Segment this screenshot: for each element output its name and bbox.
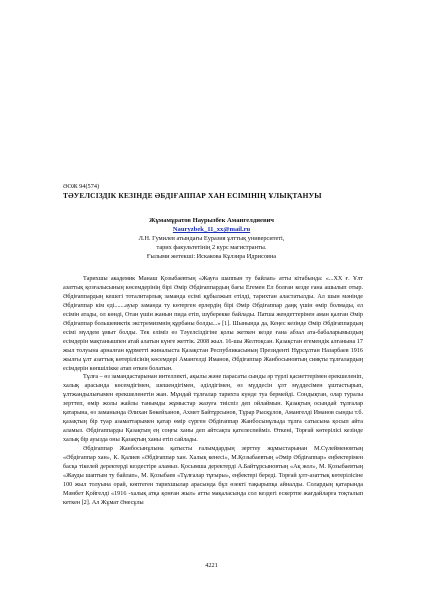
author-name: Жұмамұратов Наурызбек Амангелдиевич bbox=[148, 217, 275, 224]
scientific-supervisor: Ғылыми жетекші: Искакова Кұлзира Идрисовна bbox=[146, 253, 277, 260]
article-body bbox=[63, 275, 363, 508]
body-paragraph: Тұлға – өз замандастарынан интеллекті, ақылы және парасаты сынды әр түрлі қасиеттерімен ерекшеленіп, халық арасында көсемдігімен, шешендігімен, әділдігімен, өз мүддесін ұлт мүддесімен ұштастырып, ұлтжандылығымен ерекшеленетін жан. Мұндай тұлғалар тарихта күнде туа бермейді. Сондықтан, олар туралы зерттеп, өмір жолы жайлы танымды жұмыстар жазуға тиіспіз деп ойлаймын. Қазақтың осындай тұлғалар қатарына, өз заманында Әлихан Бөкейханов, Ахмет Байтұрсынов, Тұрар Рысқұлов, Амангелді Иманов сынды т.б. қазақтың бір туар азаматтарымен қатар өмір сүрген Әбдіғаппар Жанбосынұлыда тұлға сатысына қосып айта аламыз. Әбдіғаппарды Қазақтың ең соңғы ханы деп айтсақта қателеспейміз. Өткені, Торғай көтерілісі кезінде халық бір ауызда оны Қазақтың ханы етіп сайлады. bbox=[63, 374, 363, 444]
page-number: 4221 bbox=[205, 562, 218, 569]
article-title: ТӘУЕЛСІЗДІК КЕЗІНДЕ ӘБДІҒАППАР ХАН ЕСІМІНІҢ ҰЛЫҚТАНУЫ bbox=[63, 191, 322, 200]
udc-code: ӘОЖ 94(574) bbox=[63, 183, 100, 190]
affiliation-university: Л.Н. Гумилев атындағы Еуразия ұлттық университеті, bbox=[138, 235, 285, 242]
affiliation-faculty: тарих факультетінің 2 курс магистранты. bbox=[156, 244, 267, 251]
body-paragraph: Тарихшы академик Манаш Қозыбаевтың «Жауға шаппын ту байлап» атты кітабында: «...XX ғ. Ұлт азаттық қозғалысының көсемдерінің бірі Әмір Әбдіғаппардың бағы Егемен Ел болған кезде ғана ашылып отыр. Әбдіғаппардың кешегі тоталитарлық заманда есімі құбылжып етілді, тарихтан аластатылды. Ал шын мәнінде Әбдіғаппар кім еді.......ауыр заманда ту көтерген ерлердің бірі Әмір Әбдіғаппар даңқ үшін өмір болмады, ел есімін атады, ол көнді, Отан үшін жанын пида етіп, шүберекке байлады. Патша жендеттерінен аман қалған Әмір Әбдіғаппар большевиктік экстремизмнің құрбаны болды...» [1]. Шынында да, Кеңес кезінде Әмір Әбдіғаппардың есімі мүлдем ұмыт болды. Тек еліміз өз Тәуелсіздігіне қолы жеткен кезде ғана абзал ата-бабаларымыздың есімдерін мақтанышпен атай алатын күнге жеттік. 2008 жыл. 16-шы Желтоқсан. Қазақстан егемендік алғанына 17 жыл толуына арналған құрметті жиналыста Қазақстан Республикасының Президенті Нұрсұлтан Назарбаев 1916 жылғы ұлт азаттық көтерілісінің көсемдері Амангелді Иманов, Әбдіғаппар Жанбосыновтың сияқты тұлғалардың есімдерін көпшілікке атап өткен болатын. bbox=[63, 276, 363, 372]
body-paragraph: Әбдіғаппар Жанбосынұлына қатысты ғалымдардың зерттеу жұмыстарынан М.Сүлейменовтың «Әбдіғаппар хан», К. Қалиев «Әбдіғаппар хан. Халық кенесі», М.Қозыбаевтың «Әмір Әбдіғаппар» еңбектерімен басқа тікелей деректерді кездестіре аламыз. Қосымша деректерді А.Байтұрсыновтың «Ақ жол», М. Қозыбаевтың «Жауды шаптым ту байлап», М. Қозыбаев «Тұлғалар тұғыры», еңбектері береді. Торғай ұлт-азаттық көтерілісіне 100 жыл толуына орай, көптеген тарихшылар арасында бұл өзекті тақырыпқа айналды. Солардың қатарында Мәмбет Қойгелді «1916 -халық атқа қонған жыл» атты мақаласында сол кездегі ескертпе жағдайларға тоқталып кеткен [2]. Ал Жұмат Әнесұлы bbox=[63, 446, 363, 506]
author-email-link[interactable]: Nauryzbek_11_xx@mail.ru bbox=[172, 226, 251, 233]
